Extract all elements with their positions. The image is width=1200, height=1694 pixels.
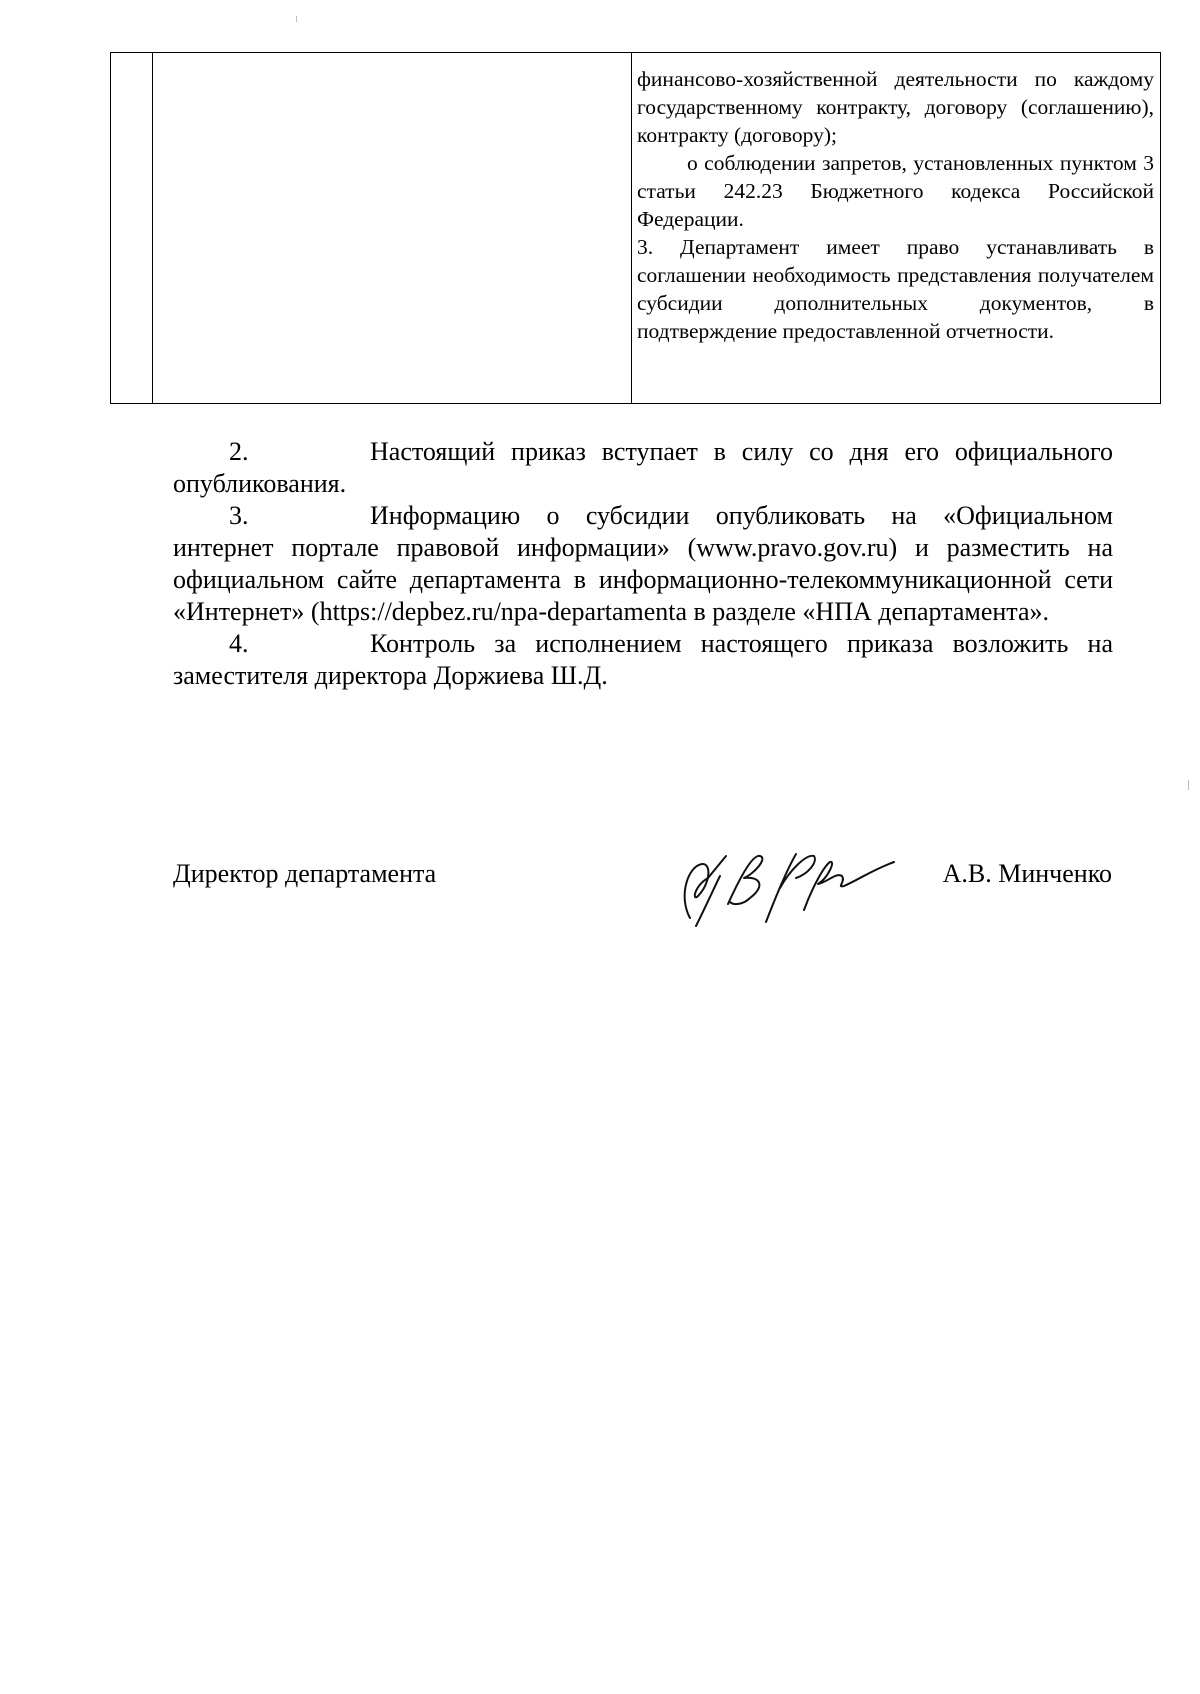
- signatory-position: Директор департамента: [173, 859, 437, 888]
- cell-paragraph: финансово-хозяйственной деятельности по каждому государственному контракту, договору (соглашению), контракту (договору);: [637, 67, 1154, 147]
- paragraph-text: Контроль за исполнением настоящего приказа возложить на заместителя директора Доржиева Ш.Д.: [173, 629, 1113, 690]
- document-body: [173, 436, 1113, 692]
- handwritten-signature: [668, 826, 908, 936]
- numbered-paragraph: [173, 436, 1113, 500]
- numbered-paragraph: [173, 628, 1113, 692]
- scan-speck: [1188, 780, 1189, 790]
- numbered-paragraph: [173, 500, 1113, 628]
- table-column-divider: [152, 53, 153, 403]
- table-cell-text: [637, 65, 1154, 345]
- paragraph-number: 2.: [229, 437, 249, 466]
- paragraph-text: Настоящий приказ вступает в силу со дня его официального опубликования.: [173, 437, 1113, 498]
- paragraph-number: 3.: [229, 501, 249, 530]
- table-fragment: [110, 52, 1161, 404]
- table-column-divider: [631, 53, 632, 403]
- paragraph-number: 4.: [229, 629, 249, 658]
- scan-speck: [296, 16, 297, 22]
- cell-paragraph: о соблюдении запретов, установленных пунктом 3 статьи 242.23 Бюджетного кодекса Российской Федерации.: [637, 151, 1154, 231]
- signatory-name: А.В. Минченко: [942, 859, 1112, 888]
- paragraph-text: Информацию о субсидии опубликовать на «Официальном интернет портале правовой информации» (www.pravo.gov.ru) и разместить на официальном сайте департамента в информационно-телекоммуникационной сети «Интернет» (https://depbez.ru/npa-departamenta в разделе «НПА департамента».: [173, 501, 1113, 626]
- cell-paragraph: 3. Департамент имеет право устанавливать в соглашении необходимость представления получателем субсидии дополнительных документов, в подтверждение предоставленной отчетности.: [637, 235, 1154, 343]
